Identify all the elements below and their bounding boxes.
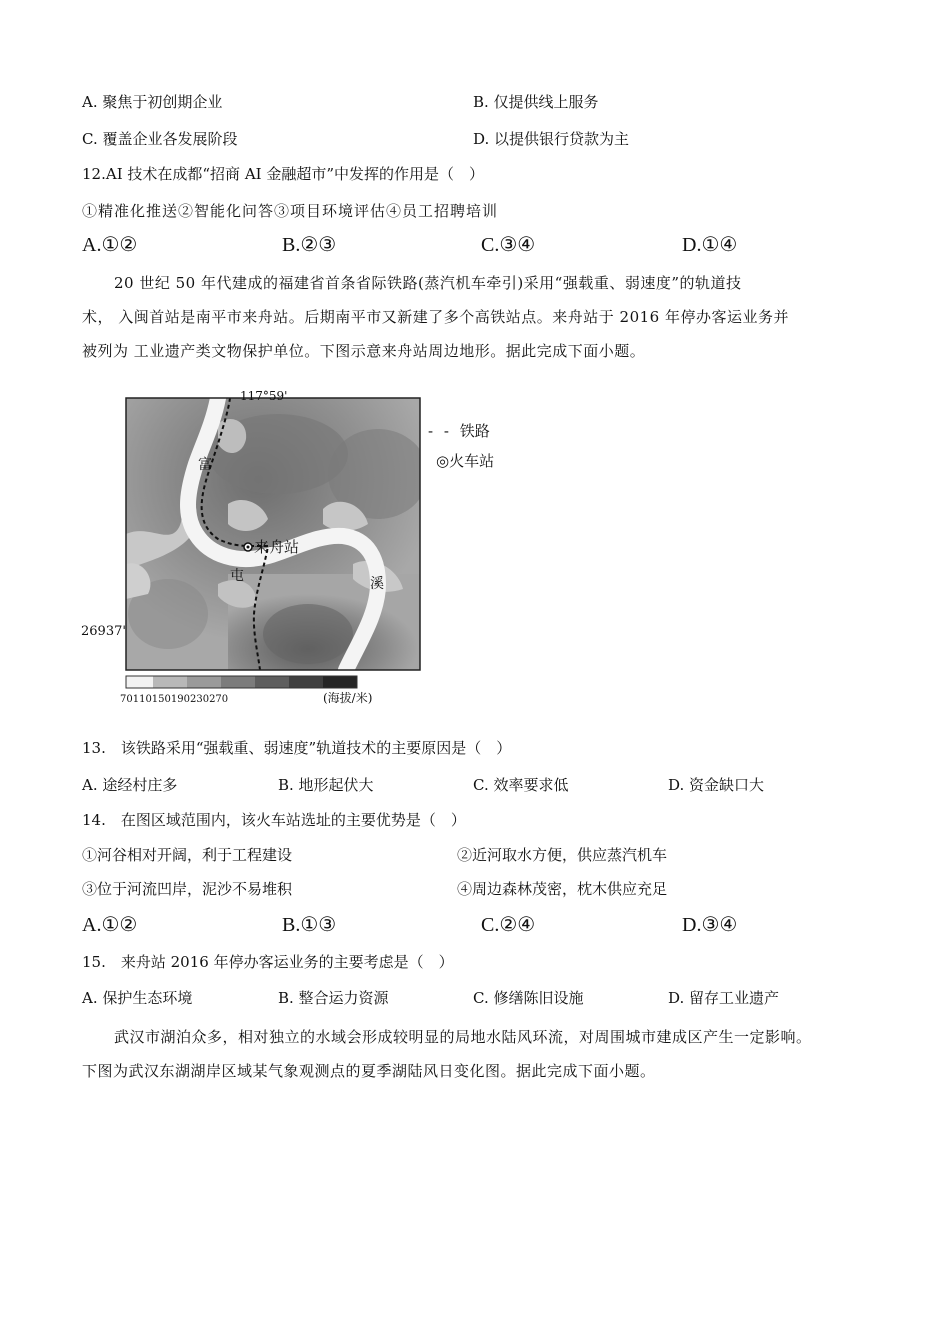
railway-dash-icon: - - [428, 422, 460, 440]
passage-2-line-2: 下图为武汉东湖湖岸区域某气象观测点的夏季湖陆风日变化图。据此完成下面小题。 [82, 1062, 656, 1080]
q14-option-d: D.③④ [682, 914, 738, 936]
q14-item-4: ④周边森林茂密，枕木供应充足 [457, 880, 668, 898]
q14-item-2: ②近河取水方便，供应蒸汽机车 [457, 846, 668, 864]
q13-option-d: D. 资金缺口大 [668, 776, 765, 794]
q11-option-d: D. 以提供银行贷款为主 [473, 130, 630, 148]
passage-1-line-1: 20 世纪 50 年代建成的福建省首条省际铁路(蒸汽机车牵引)采用“强载重、弱速度”的轨道技 [114, 274, 742, 292]
q12-option-b: B.②③ [282, 234, 337, 256]
q15-stem: 15. 来舟站 2016 年停办客运业务的主要考虑是（ ） [82, 953, 454, 971]
station-symbol-icon: ◎ [436, 452, 450, 470]
legend-railway: - - 铁路 [428, 422, 490, 440]
elevation-swatch [126, 676, 153, 688]
elevation-swatch [153, 676, 187, 688]
q12-items: ①精准化推送②智能化问答③项目环境评估④员工招聘培训 [82, 202, 499, 220]
elevation-ticks: 70110150190230270 [120, 694, 229, 705]
q15-option-b: B. 整合运力资源 [278, 989, 389, 1007]
elevation-swatch [221, 676, 255, 688]
elevation-swatch [187, 676, 221, 688]
elevation-unit: (海拔/米) [323, 691, 373, 705]
elevation-swatch [323, 676, 357, 688]
passage-2 [82, 1020, 872, 1088]
q15-option-c: C. 修缮陈旧设施 [473, 989, 584, 1007]
longitude-label: 117°59' [240, 389, 288, 403]
latitude-label: 26937' [81, 624, 126, 639]
q15-option-d: D. 留存工业遗产 [668, 989, 780, 1007]
q11-option-c: C. 覆盖企业各发展阶段 [82, 130, 238, 148]
terrain-map [78, 384, 428, 714]
q12-stem: 12.AI 技术在成都“招商 AI 金融超市”中发挥的作用是（ ） [82, 165, 485, 183]
river-label-tun: 屯 [230, 568, 244, 584]
q13-option-a: A. 途经村庄多 [82, 776, 178, 794]
elevation-swatch [255, 676, 289, 688]
q12-option-c: C.③④ [481, 234, 536, 256]
q14-option-c: C.②④ [481, 914, 536, 936]
q14-option-a: A.①② [82, 914, 138, 936]
passage-2-line-1: 武汉市湖泊众多，相对独立的水域会形成较明显的局地水陆风环流，对周围城市建成区产生一定影响。 [114, 1028, 812, 1046]
station-label: 来舟站 [254, 538, 300, 556]
q14-item-1: ①河谷相对开阔，利于工程建设 [82, 846, 293, 864]
q14-stem: 14. 在图区域范围内，该火车站选址的主要优势是（ ） [82, 811, 466, 829]
river-label-fu: 富 [198, 457, 212, 473]
elevation-scale [126, 676, 357, 688]
elevation-swatch [289, 676, 323, 688]
legend-station: ◎火车站 [436, 452, 495, 470]
passage-1-line-2: 术， 入闽首站是南平市来舟站。后期南平市又新建了多个高铁站点。来舟站于 2016 年停办客运业务并 [82, 308, 789, 326]
q12-option-d: D.①④ [682, 234, 738, 256]
q13-option-b: B. 地形起伏大 [278, 776, 374, 794]
q11-option-b: B. 仅提供线上服务 [473, 93, 599, 111]
q13-option-c: C. 效率要求低 [473, 776, 569, 794]
q14-option-b: B.①③ [282, 914, 337, 936]
q13-stem: 13. 该铁路采用“强载重、弱速度”轨道技术的主要原因是（ ） [82, 739, 512, 757]
q15-option-a: A. 保护生态环境 [82, 989, 193, 1007]
q14-item-3: ③位于河流凹岸，泥沙不易堆积 [82, 880, 293, 898]
river-label-xi: 溪 [370, 576, 384, 592]
q12-option-a: A.①② [82, 234, 138, 256]
q11-option-a: A. 聚焦于初创期企业 [82, 93, 223, 111]
passage-1-line-3: 被列为 工业遗产类文物保护单位。下图示意来舟站周边地形。据此完成下面小题。 [82, 342, 646, 360]
passage-1 [82, 266, 872, 368]
